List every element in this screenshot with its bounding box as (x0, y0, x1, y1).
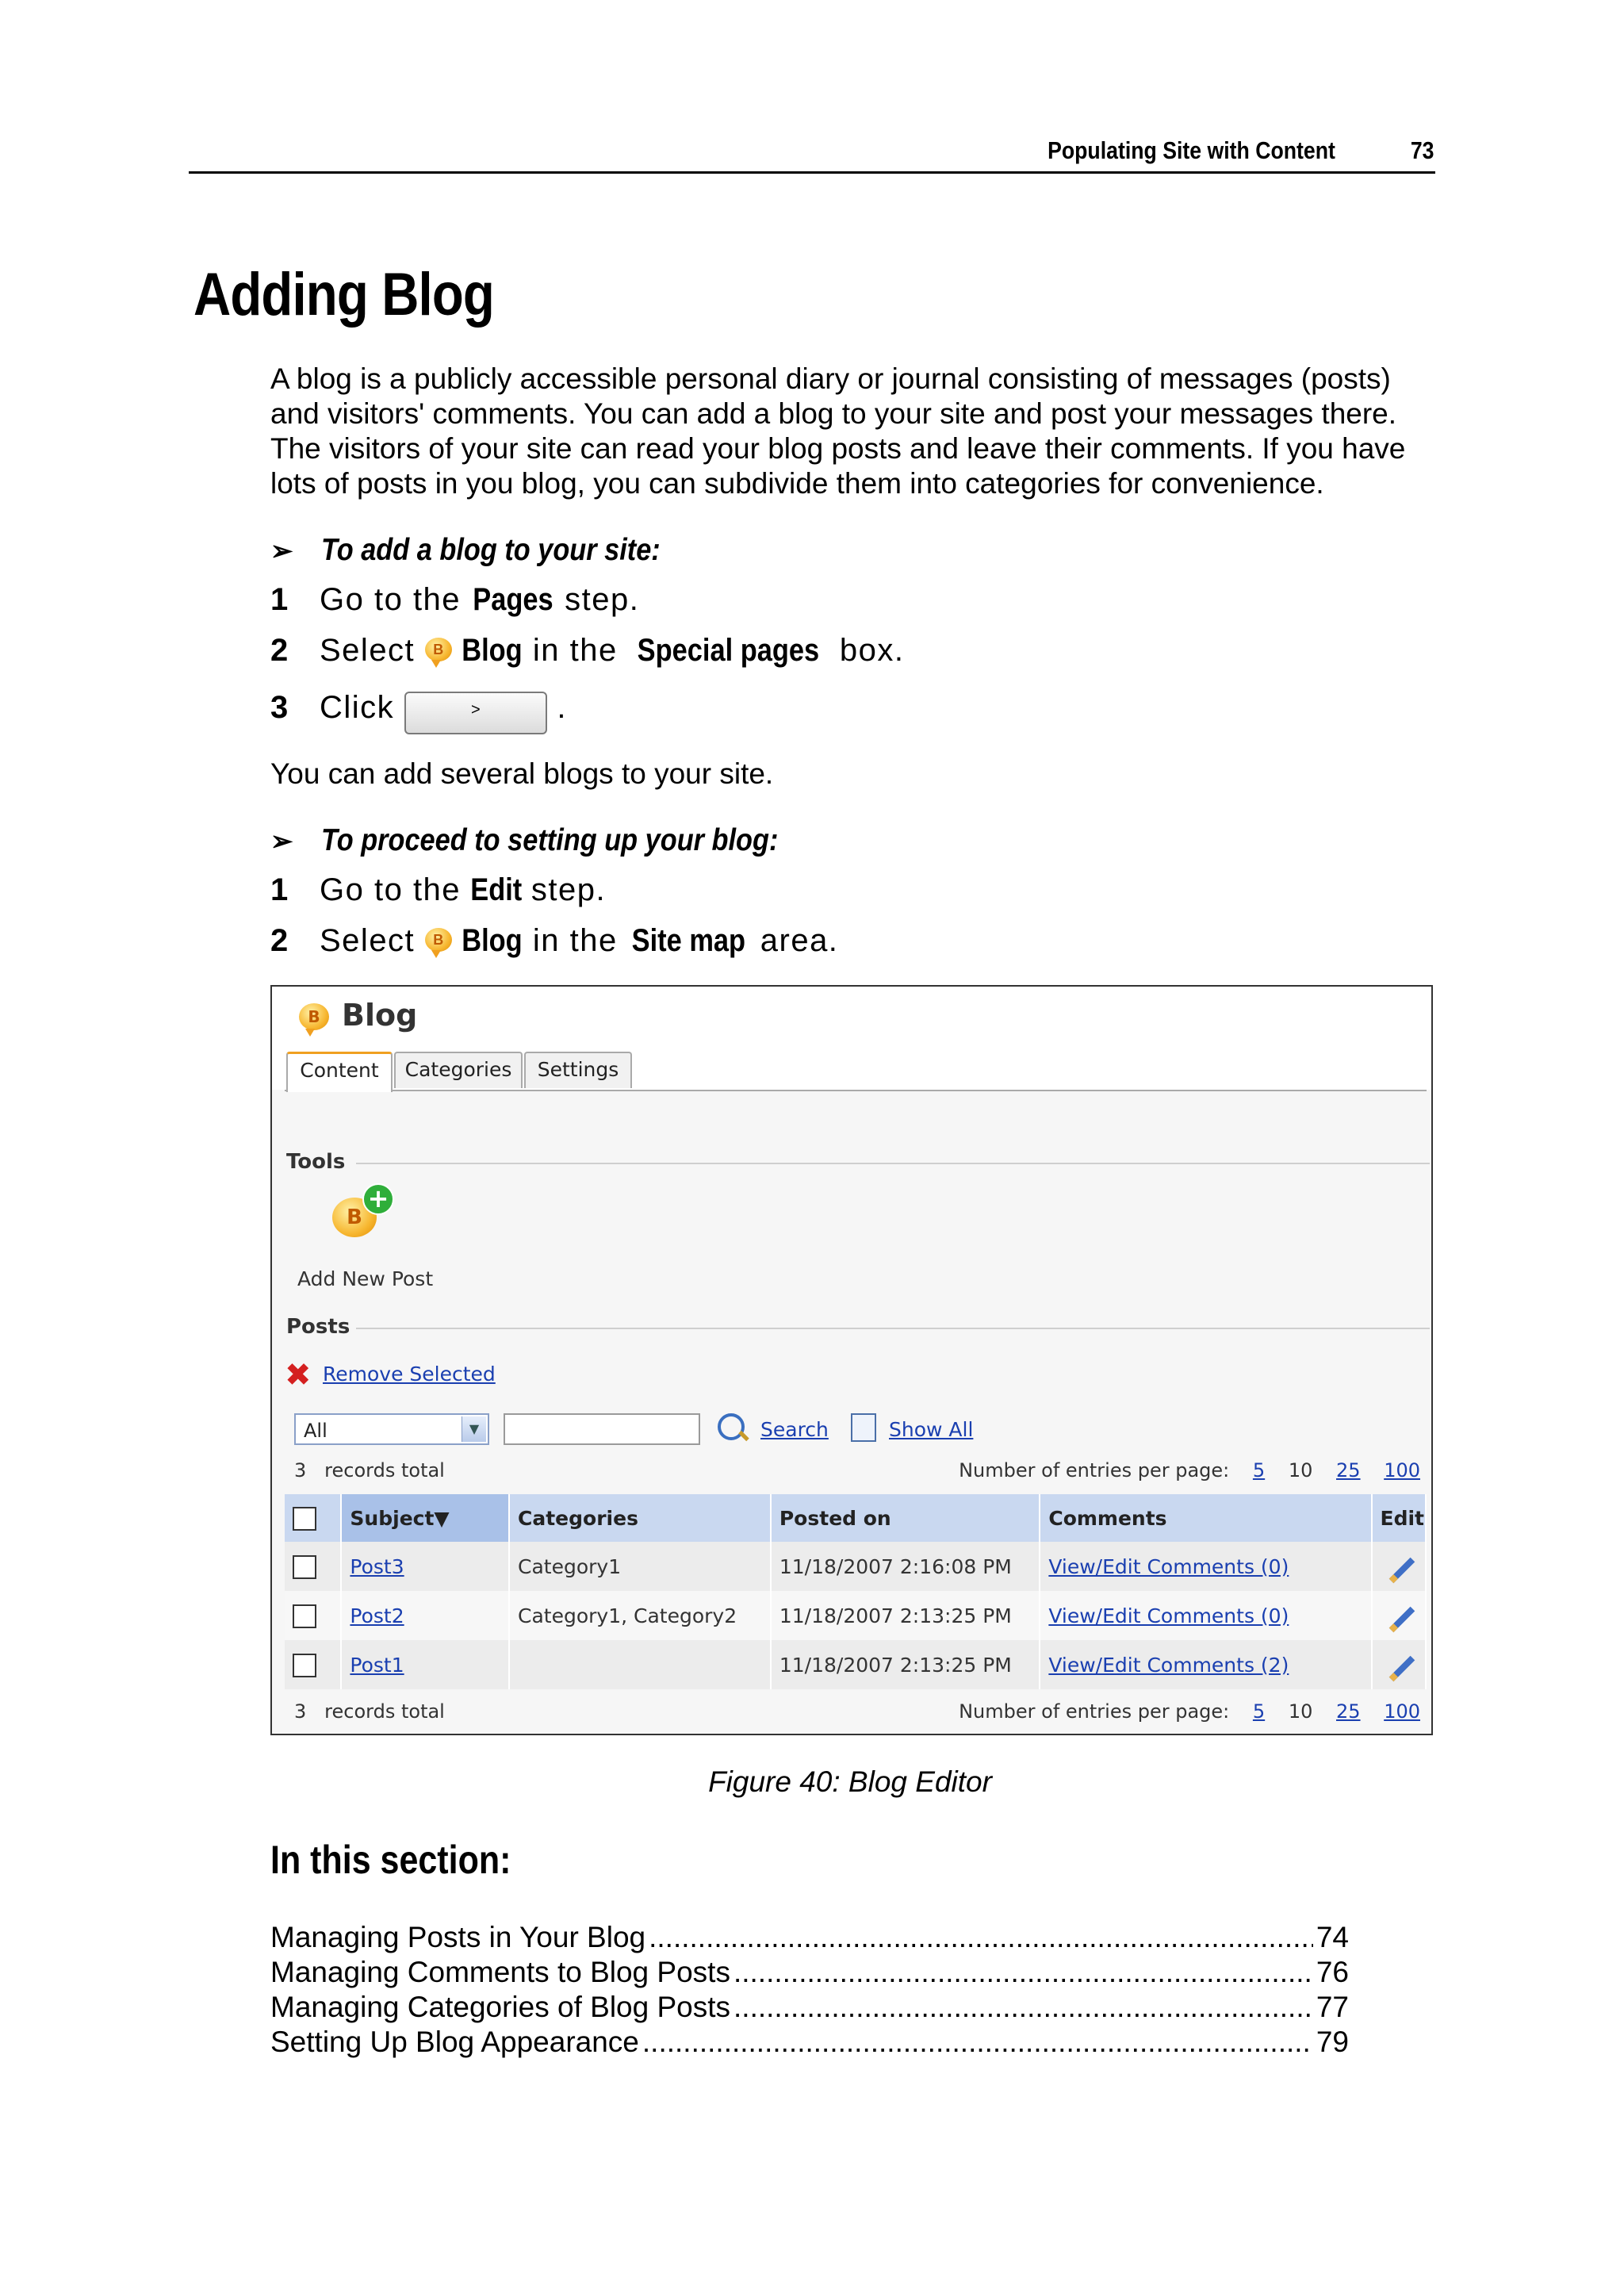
entries-per-page-top: Number of entries per page: 5 10 25 100 (959, 1459, 1420, 1481)
records-total-top: 3 records total (294, 1459, 445, 1481)
toc-entry[interactable]: Managing Categories of Blog Posts ..... 77 (270, 1990, 1349, 2025)
procedure-title-setup-blog: ➢ To proceed to setting up your blog: (270, 823, 779, 857)
add-new-post-link[interactable]: Add New Post (297, 1267, 434, 1290)
column-edit: Edit (1372, 1494, 1427, 1542)
add-post-icon[interactable]: B (332, 1198, 377, 1237)
column-subject[interactable]: Subject▼ (341, 1494, 509, 1542)
view-edit-comments-link[interactable]: View/Edit Comments (0) (1048, 1554, 1289, 1578)
column-comments: Comments (1040, 1494, 1371, 1542)
edit-pencil-icon[interactable] (1389, 1655, 1415, 1681)
post-subject-link[interactable]: Post1 (350, 1653, 404, 1677)
select-all-checkbox[interactable] (293, 1507, 316, 1531)
step-select-blog: 2 Select B Blog in the Special pages box. (270, 633, 905, 668)
step-go-to-edit: 1 Go to the Edit step. (270, 872, 607, 907)
tools-section-label: Tools (286, 1150, 346, 1174)
step-select-blog-sitemap: 2 Select B Blog in the Site map area. (270, 923, 839, 958)
post-subject-link[interactable]: Post2 (350, 1604, 404, 1627)
select-all-header (285, 1494, 341, 1542)
tools-divider (356, 1163, 1430, 1164)
column-categories[interactable]: Categories (509, 1494, 771, 1542)
procedure-title-add-blog: ➢ To add a blog to your site: (270, 533, 661, 567)
figure-header (272, 987, 1431, 1090)
arrow-bullet-icon: ➢ (270, 536, 293, 566)
toc-entry[interactable]: Managing Comments to Blog Posts ..... 76 (270, 1955, 1349, 1990)
tab-content[interactable]: Content (286, 1052, 393, 1092)
post-subject-link[interactable]: Post3 (350, 1554, 404, 1578)
section-heading: In this section: (270, 1838, 511, 1882)
note-paragraph: You can add several blogs to your site. (270, 757, 774, 790)
row-checkbox[interactable] (293, 1654, 316, 1677)
blog-icon: B (299, 1003, 329, 1030)
post-categories: Category1 (509, 1542, 771, 1591)
post-date: 11/18/2007 2:13:25 PM (771, 1640, 1040, 1689)
edit-pencil-icon[interactable] (1389, 1557, 1415, 1583)
search-link[interactable]: Search (760, 1418, 829, 1441)
blog-icon: B (425, 638, 452, 661)
table-row (285, 1640, 1426, 1689)
plus-icon: + (362, 1183, 394, 1215)
row-checkbox[interactable] (293, 1555, 316, 1579)
intro-paragraph: A blog is a publicly accessible personal diary or journal consisting of messages (posts) and visitors' comments. You can add a blog to your site and post your messages there. The visitors of your site can read your blog posts and leave their comments. If you have lots of posts in you blog, you can subdivide them into categories for convenience. (270, 362, 1406, 500)
edit-pencil-icon[interactable] (1389, 1606, 1415, 1632)
post-date: 11/18/2007 2:16:08 PM (771, 1542, 1040, 1591)
page-title: Adding Blog (193, 261, 494, 328)
step-click-next: 3 Click > . (270, 690, 567, 734)
running-header (189, 132, 1435, 174)
section-toc (270, 1920, 1349, 2060)
category-filter-select[interactable]: All ▼ (294, 1413, 489, 1445)
view-edit-comments-link[interactable]: View/Edit Comments (0) (1048, 1604, 1289, 1627)
search-icon[interactable] (718, 1413, 745, 1440)
posts-table (285, 1494, 1427, 1689)
blog-editor-title: B Blog (299, 998, 417, 1033)
per-page-10: 10 (1288, 1459, 1313, 1481)
step-go-to-pages: 1 Go to the Pages step. (270, 582, 640, 617)
search-input[interactable] (504, 1413, 700, 1445)
per-page-5[interactable]: 5 (1252, 1459, 1266, 1481)
toc-entry[interactable]: Managing Posts in Your Blog ..... 74 (270, 1920, 1349, 1955)
posts-section-label: Posts (286, 1315, 350, 1339)
blog-editor-figure (270, 985, 1433, 1735)
next-button[interactable]: > (404, 692, 547, 734)
view-edit-comments-link[interactable]: View/Edit Comments (2) (1048, 1653, 1289, 1677)
post-date: 11/18/2007 2:13:25 PM (771, 1591, 1040, 1640)
per-page-10: 10 (1288, 1700, 1313, 1723)
per-page-25[interactable]: 25 (1336, 1459, 1361, 1481)
toc-entry[interactable]: Setting Up Blog Appearance ..... 79 (270, 2025, 1349, 2060)
chevron-down-icon[interactable]: ▼ (462, 1416, 486, 1442)
show-all-link[interactable]: Show All (889, 1418, 974, 1441)
show-all-icon[interactable] (851, 1413, 876, 1442)
arrow-bullet-icon: ➢ (270, 826, 293, 857)
entries-per-page-bottom: Number of entries per page: 5 10 25 100 (959, 1700, 1420, 1723)
remove-selected-link[interactable]: Remove Selected (323, 1363, 496, 1386)
per-page-25[interactable]: 25 (1336, 1700, 1361, 1723)
posts-divider (356, 1328, 1430, 1329)
row-checkbox[interactable] (293, 1604, 316, 1628)
per-page-100[interactable]: 100 (1384, 1459, 1420, 1481)
column-posted-on[interactable]: Posted on (771, 1494, 1040, 1542)
table-row (285, 1542, 1426, 1591)
blog-icon: B (425, 928, 452, 952)
records-total-bottom: 3 records total (294, 1700, 445, 1723)
per-page-100[interactable]: 100 (1384, 1700, 1420, 1723)
tab-settings[interactable]: Settings (524, 1052, 632, 1088)
figure-caption: Figure 40: Blog Editor (708, 1765, 992, 1798)
table-row (285, 1591, 1426, 1640)
table-header-row (285, 1494, 1426, 1542)
tab-bar (285, 1052, 1427, 1091)
page-number: 73 (1410, 136, 1434, 164)
remove-icon[interactable]: ✖ (285, 1357, 312, 1393)
post-categories: Category1, Category2 (509, 1591, 771, 1640)
per-page-5[interactable]: 5 (1252, 1700, 1266, 1723)
running-header-title: Populating Site with Content (1048, 136, 1335, 164)
post-categories (509, 1640, 771, 1689)
tab-categories[interactable]: Categories (394, 1052, 523, 1088)
